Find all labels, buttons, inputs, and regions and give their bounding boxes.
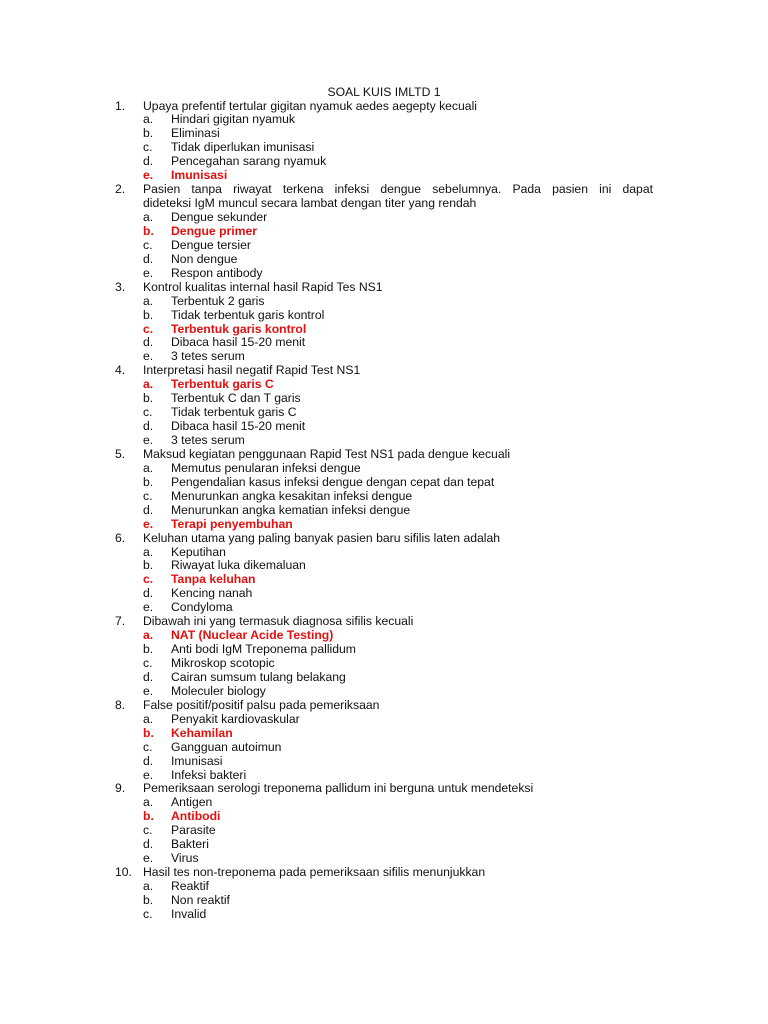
- option-text: Terbentuk C dan T garis: [171, 391, 301, 406]
- question-number: 3.: [115, 279, 126, 294]
- option-text: Eliminasi: [171, 126, 220, 141]
- question-item: [0, 615, 768, 699]
- question-number: 2.: [115, 182, 126, 197]
- option-text: Bakteri: [171, 837, 209, 852]
- answer-option-correct: [0, 727, 768, 741]
- option-letter: c.: [143, 488, 153, 503]
- option-text: Hindari gigitan nyamuk: [171, 112, 295, 127]
- option-text: Reaktif: [171, 879, 209, 893]
- answer-option: [0, 420, 768, 434]
- option-letter: b.: [143, 892, 154, 907]
- option-text: Dibaca hasil 15-20 menit: [171, 335, 306, 350]
- answer-option: [0, 796, 768, 810]
- question-text: Pemeriksaan serologi treponema pallidum ini berguna untuk mendeteksi: [143, 781, 534, 796]
- option-text: Tidak terbentuk garis kontrol: [171, 307, 325, 322]
- option-text: Menurunkan angka kematian infeksi dengue: [171, 502, 411, 517]
- answer-option: [0, 253, 768, 267]
- answer-option: [0, 685, 768, 699]
- question-text: Maksud kegiatan penggunaan Rapid Test NS1 pada dengue kecuali: [143, 446, 511, 461]
- option-text: Non reaktif: [171, 892, 230, 907]
- answer-option: [0, 755, 768, 769]
- option-text: Memutus penularan infeksi dengue: [171, 460, 361, 475]
- answer-option: [0, 587, 768, 601]
- question-item: [0, 364, 768, 448]
- option-letter: d.: [143, 586, 154, 601]
- answer-option: [0, 824, 768, 838]
- question-line: [0, 782, 768, 796]
- option-text: Keputihan: [171, 544, 226, 559]
- question-line: [0, 364, 768, 378]
- option-letter: d.: [143, 419, 154, 434]
- question-list: [0, 100, 768, 922]
- option-letter: a.: [143, 628, 154, 643]
- option-letter: e.: [143, 516, 154, 531]
- question-item: [0, 532, 768, 616]
- document-title: SOAL KUIS IMLTD 1: [327, 85, 441, 99]
- option-letter: b.: [143, 474, 154, 489]
- answer-option-correct: [0, 810, 768, 824]
- answer-option: [0, 127, 768, 141]
- question-number: 9.: [115, 781, 126, 796]
- option-text: Menurunkan angka kesakitan infeksi dengue: [171, 488, 413, 503]
- answer-option: [0, 713, 768, 727]
- option-letter: b.: [143, 809, 154, 824]
- option-text: Terbentuk 2 garis: [171, 293, 265, 308]
- answer-option-correct: [0, 629, 768, 643]
- option-letter: a.: [143, 879, 154, 893]
- option-letter: c.: [143, 656, 153, 670]
- option-letter: e.: [143, 433, 154, 447]
- answer-option: [0, 601, 768, 615]
- option-letter: a.: [143, 544, 154, 559]
- option-text: Gangguan autoimun: [171, 739, 282, 754]
- option-letter: e.: [143, 265, 154, 280]
- option-letter: e.: [143, 349, 154, 364]
- answer-option-correct: [0, 378, 768, 392]
- option-text: Penyakit kardiovaskular: [171, 711, 300, 726]
- option-letter: b.: [143, 307, 154, 322]
- option-letter: d.: [143, 669, 154, 684]
- answer-option: [0, 295, 768, 309]
- answer-option-correct: [0, 323, 768, 337]
- option-text: Terbentuk garis C: [171, 377, 274, 392]
- option-text: Tidak terbentuk garis C: [171, 405, 297, 420]
- answer-option: [0, 657, 768, 671]
- option-letter: a.: [143, 377, 154, 392]
- answer-option: [0, 211, 768, 225]
- answer-option: [0, 406, 768, 420]
- option-text: Terapi penyembuhan: [171, 516, 293, 531]
- option-text: Parasite: [171, 823, 216, 838]
- question-text: Upaya prefentif tertular gigitan nyamuk aedes aegepty kecuali: [143, 98, 478, 113]
- answer-option: [0, 309, 768, 323]
- option-text: Dengue tersier: [171, 237, 251, 252]
- question-item: [0, 448, 768, 532]
- option-letter: e.: [143, 600, 154, 615]
- question-item: [0, 866, 768, 922]
- option-letter: c.: [143, 237, 153, 252]
- question-item: [0, 100, 768, 184]
- answer-option: [0, 894, 768, 908]
- option-text: 3 tetes serum: [171, 349, 245, 364]
- option-text: Non dengue: [171, 251, 238, 266]
- question-number: 1.: [115, 98, 126, 113]
- option-letter: a.: [143, 210, 154, 224]
- option-letter: a.: [143, 460, 154, 475]
- option-letter: b.: [143, 223, 154, 238]
- answer-option: [0, 141, 768, 155]
- answer-option: [0, 880, 768, 894]
- question-number: 7.: [115, 614, 126, 629]
- option-letter: e.: [143, 168, 154, 183]
- option-text: Imunisasi: [171, 753, 223, 768]
- answer-option: [0, 434, 768, 448]
- answer-option: [0, 113, 768, 127]
- option-text: Terbentuk garis kontrol: [171, 321, 307, 336]
- option-letter: c.: [143, 823, 153, 838]
- option-letter: b.: [143, 558, 154, 573]
- option-text: Moleculer biology: [171, 683, 266, 698]
- answer-option-correct: [0, 169, 768, 183]
- question-line: [0, 183, 768, 197]
- question-number: 5.: [115, 446, 126, 461]
- answer-option: [0, 462, 768, 476]
- answer-option: [0, 852, 768, 866]
- option-letter: c.: [143, 739, 153, 754]
- option-text: Pengendalian kasus infeksi dengue dengan cepat dan tepat: [171, 474, 495, 489]
- question-text: Hasil tes non-treponema pada pemeriksaan sifilis menunjukkan: [143, 865, 486, 880]
- question-text: Kontrol kualitas internal hasil Rapid Tes NS1: [143, 279, 383, 294]
- option-text: Respon antibody: [171, 265, 263, 280]
- question-text: dideteksi IgM muncul secara lambat dengan titer yang rendah: [143, 196, 477, 211]
- question-number: 4.: [115, 363, 126, 378]
- answer-option-correct: [0, 573, 768, 587]
- answer-option: [0, 559, 768, 573]
- question-text: False positif/positif palsu pada pemeriksaan: [143, 697, 380, 712]
- question-text: Keluhan utama yang paling banyak pasien baru sifilis laten adalah: [143, 530, 501, 545]
- question-item: [0, 281, 768, 365]
- option-letter: b.: [143, 642, 154, 657]
- option-text: Invalid: [171, 906, 207, 921]
- answer-option: [0, 769, 768, 783]
- option-text: Kencing nanah: [171, 586, 253, 601]
- question-text: Dibawah ini yang termasuk diagnosa sifilis kecuali: [143, 614, 414, 629]
- option-text: Mikroskop scotopic: [171, 656, 275, 670]
- question-line: [0, 532, 768, 546]
- option-text: Tanpa keluhan: [171, 572, 256, 587]
- option-text: Infeksi bakteri: [171, 767, 247, 782]
- question-line: [0, 100, 768, 114]
- answer-option: [0, 239, 768, 253]
- answer-option: [0, 350, 768, 364]
- question-line: [0, 281, 768, 295]
- option-text: Riwayat luka dikemaluan: [171, 558, 306, 573]
- answer-option: [0, 908, 768, 922]
- option-letter: a.: [143, 711, 154, 726]
- option-letter: b.: [143, 126, 154, 141]
- option-letter: a.: [143, 112, 154, 127]
- question-line: [0, 866, 768, 880]
- option-text: Condyloma: [171, 600, 233, 615]
- option-text: Dibaca hasil 15-20 menit: [171, 419, 306, 434]
- question-number: 10.: [115, 865, 132, 880]
- option-letter: e.: [143, 683, 154, 698]
- answer-option: [0, 267, 768, 281]
- option-text: Virus: [171, 851, 199, 866]
- answer-option: [0, 155, 768, 169]
- question-text: Interpretasi hasil negatif Rapid Test NS1: [143, 363, 361, 378]
- option-text: Antibodi: [171, 809, 221, 824]
- question-line: [0, 448, 768, 462]
- option-letter: d.: [143, 753, 154, 768]
- option-text: Kehamilan: [171, 725, 233, 740]
- option-text: 3 tetes serum: [171, 433, 245, 447]
- answer-option: [0, 741, 768, 755]
- question-line: [0, 197, 768, 211]
- answer-option: [0, 504, 768, 518]
- question-item: [0, 699, 768, 783]
- question-text: Pasien tanpa riwayat terkena infeksi dengue sebelumnya. Pada pasien ini dapat: [143, 182, 653, 197]
- question-line: [0, 699, 768, 713]
- answer-option: [0, 336, 768, 350]
- option-letter: e.: [143, 767, 154, 782]
- option-letter: c.: [143, 906, 153, 921]
- option-text: Dengue sekunder: [171, 210, 268, 224]
- answer-option-correct: [0, 518, 768, 532]
- question-item: [0, 782, 768, 866]
- question-item: [0, 183, 768, 281]
- option-letter: c.: [143, 321, 154, 336]
- option-letter: d.: [143, 502, 154, 517]
- option-letter: d.: [143, 837, 154, 852]
- option-text: Imunisasi: [171, 168, 228, 183]
- option-letter: d.: [143, 154, 154, 169]
- option-letter: b.: [143, 391, 154, 406]
- option-text: Pencegahan sarang nyamuk: [171, 154, 327, 169]
- answer-option: [0, 392, 768, 406]
- question-number: 8.: [115, 697, 126, 712]
- option-letter: c.: [143, 572, 154, 587]
- option-letter: e.: [143, 851, 154, 866]
- option-text: Dengue primer: [171, 223, 258, 238]
- answer-option: [0, 838, 768, 852]
- answer-option: [0, 643, 768, 657]
- option-letter: a.: [143, 293, 154, 308]
- option-letter: d.: [143, 251, 154, 266]
- option-text: Anti bodi IgM Treponema pallidum: [171, 642, 356, 657]
- answer-option: [0, 476, 768, 490]
- option-text: Tidak diperlukan imunisasi: [171, 140, 315, 155]
- option-letter: b.: [143, 725, 154, 740]
- option-letter: a.: [143, 795, 154, 810]
- answer-option-correct: [0, 225, 768, 239]
- option-letter: d.: [143, 335, 154, 350]
- option-text: Cairan sumsum tulang belakang: [171, 669, 346, 684]
- question-line: [0, 615, 768, 629]
- answer-option: [0, 546, 768, 560]
- option-text: Antigen: [171, 795, 213, 810]
- option-text: NAT (Nuclear Acide Testing): [171, 628, 334, 643]
- option-letter: c.: [143, 405, 153, 420]
- answer-option: [0, 490, 768, 504]
- option-letter: c.: [143, 140, 153, 155]
- question-number: 6.: [115, 530, 126, 545]
- answer-option: [0, 671, 768, 685]
